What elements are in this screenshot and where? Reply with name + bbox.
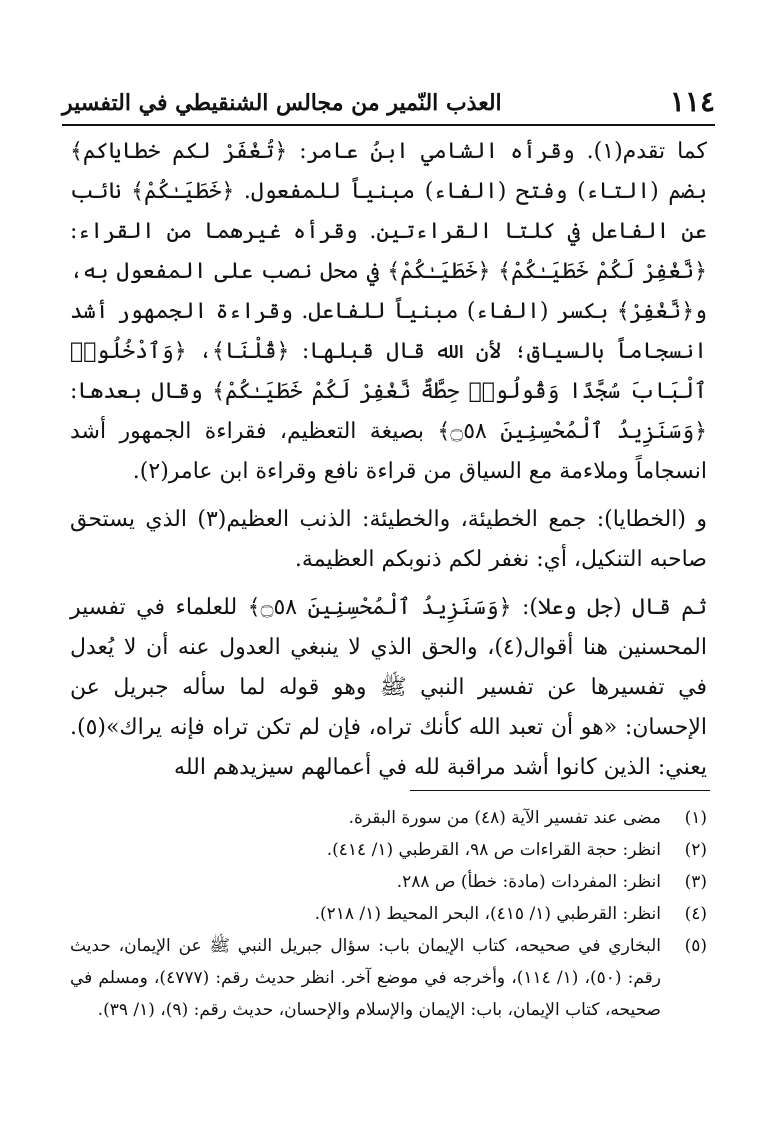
footnote bbox=[70, 802, 707, 834]
footnote-separator bbox=[410, 790, 710, 791]
paragraph: كما تقدم(١). وقرأه الشامي ابنُ عامر: ﴿تُغْفَرْ لكم خطاياكم﴾ بضم (التاء) وفتح (الفاء) مبنياً للمفعول. ﴿خَطَيَـٰكُمْ﴾ نائب عن الفاعل في كلتا القراءتين. وقرأه غيرهما من القراء: ﴿نَّغْفِرْ لَكُمْ خَطَيَـٰكُمْ﴾ ﴿خَطَيَـٰكُمْ﴾ في محل نصب على المفعول به، و﴿نَّغْفِرْ﴾ بكسر (الفاء) مبنياً للفاعل. وقراءة الجمهور أشد انسجاماً بالسياق؛ لأن الله قال قبلها: ﴿قُلْنَا﴾، ﴿وَٱدْخُلُوا۟ ٱلْبَابَ سُجَّدًا وَقُولُوا۟ حِطَّةٌ نَّغْفِرْ لَكُمْ خَطَيَـٰكُمْ﴾ وقال بعدها: ﴿وَسَنَزِيدُ ٱلْمُحْسِنِينَ ۝٥٨﴾ بصيغة التعظيم، فقراءة الجمهور أشد انسجاماً وملاءمة مع السياق من قراءة نافع وقراءة ابن عامر(٢). bbox=[70, 139, 707, 484]
paragraph: و (الخطايا): جمع الخطيئة، والخطيئة: الذنب العظيم(٣) الذي يستحق صاحبه التنكيل، أي: نغفر لكم ذنوبكم العظيمة. bbox=[70, 507, 707, 572]
footnote-number: (٥) bbox=[684, 936, 707, 956]
footnote-text: انظر: حجة القراءات ص ٩٨، القرطبي (١/ ٤١٤). bbox=[326, 840, 661, 860]
main-text bbox=[70, 132, 707, 796]
footnote-text: انظر: القرطبي (١/ ٤١٥)، البحر المحيط (١/ ٢١٨). bbox=[314, 904, 661, 924]
footnote-text: البخاري في صحيحه، كتاب الإيمان باب: سؤال جبريل النبي ﷺ عن الإيمان، حديث رقم: (٥٠)، (١/ ١١٤)، وأخرجه في موضع آخر. انظر حديث رقم: (٤٧٧٧)، ومسلم في صحيحه، كتاب الإيمان، باب: الإيمان والإسلام والإحسان، حديث رقم: (٩)، (١/ ٣٩). bbox=[70, 936, 662, 1020]
footnote bbox=[70, 834, 707, 866]
running-title: العذب النّمير من مجالس الشنقيطي في التفسير bbox=[62, 90, 502, 116]
paragraph: ثم قال (جل وعلا): ﴿وَسَنَزِيدُ ٱلْمُحْسِنِينَ ۝٥٨﴾ للعلماء في تفسير المحسنين هنا أقوال(٤)، والحق الذي لا ينبغي العدول عنه أن لا يُعدل في تفسيرها عن تفسير النبي ﷺ وهو قوله لما سأله جبريل عن الإحسان: «هو أن تعبد الله كأنك تراه، فإن لم تكن تراه فإنه يراك»(٥). يعني: الذين كانوا أشد مراقبة لله في أعمالهم سيزيدهم الله bbox=[70, 595, 707, 780]
footnote-number: (١) bbox=[684, 808, 707, 828]
page-header bbox=[62, 84, 715, 126]
footnote-text: مضى عند تفسير الآية (٤٨) من سورة البقرة. bbox=[348, 808, 661, 828]
footnote bbox=[70, 930, 707, 1026]
footnote-number: (٢) bbox=[684, 840, 707, 860]
footnote-text: انظر: المفردات (مادة: خطأ) ص ٢٨٨. bbox=[396, 872, 661, 892]
footnote bbox=[70, 898, 707, 930]
footnote bbox=[70, 866, 707, 898]
footnote-number: (٣) bbox=[684, 872, 707, 892]
footnotes bbox=[70, 802, 707, 1026]
page-number: ١١٤ bbox=[669, 85, 715, 118]
footnote-number: (٤) bbox=[684, 904, 707, 924]
